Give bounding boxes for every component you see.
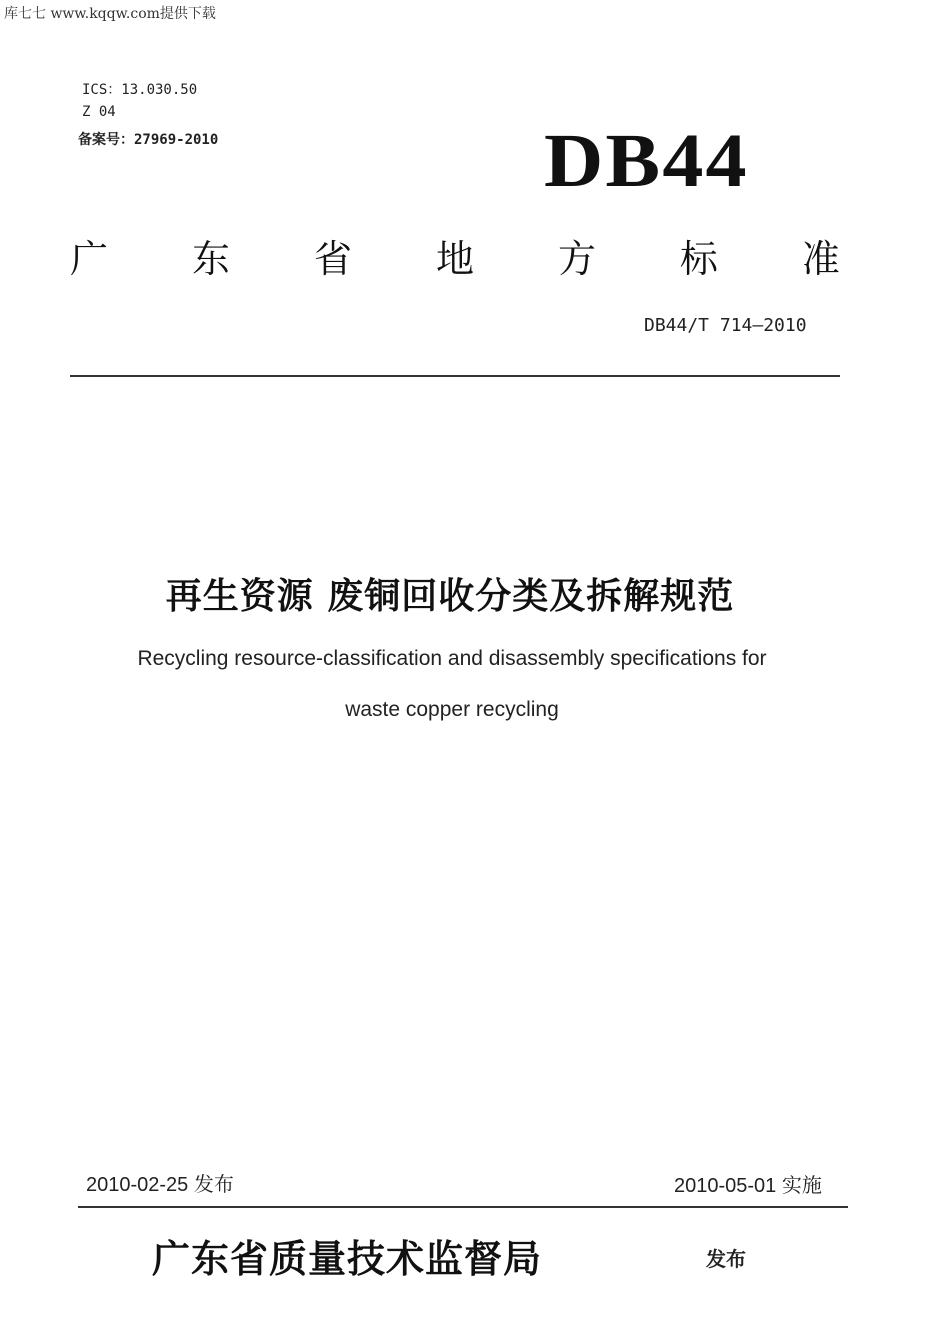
english-title-line-2: waste copper recycling <box>345 698 559 721</box>
standard-type-char: 准 <box>801 237 840 281</box>
publish-label: 发布 <box>706 1247 746 1271</box>
standard-type-char: 东 <box>191 237 230 281</box>
watermark-text: 库七七 www.kqqw.com提供下载 <box>4 6 216 22</box>
standard-type-char: 省 <box>313 237 352 281</box>
effective-date: 2010-05-01 实施 <box>674 1175 822 1197</box>
issue-date: 2010-02-25 发布 <box>86 1174 234 1196</box>
record-number: 备案号：27969-2010 <box>78 132 219 148</box>
standard-type-char: 方 <box>557 237 596 281</box>
ics-code: ICS：13.030.50 <box>82 82 198 98</box>
top-divider <box>70 375 840 377</box>
publisher-name: 广东省质量技术监督局 <box>152 1236 543 1281</box>
standard-type-char: 地 <box>435 237 474 281</box>
db44-logo: DB44 <box>544 119 749 203</box>
standard-type-char: 广 <box>70 237 109 281</box>
standard-type-heading <box>70 228 840 283</box>
standard-number: DB44/T 714—2010 <box>644 315 807 336</box>
english-title-line-1: Recycling resource-classification and disassembly specifications for <box>137 647 767 670</box>
classification-code: Z 04 <box>82 104 116 120</box>
bottom-divider <box>78 1206 848 1208</box>
chinese-title: 再生资源 废铜回收分类及拆解规范 <box>165 576 735 617</box>
standard-type-char: 标 <box>679 237 718 281</box>
